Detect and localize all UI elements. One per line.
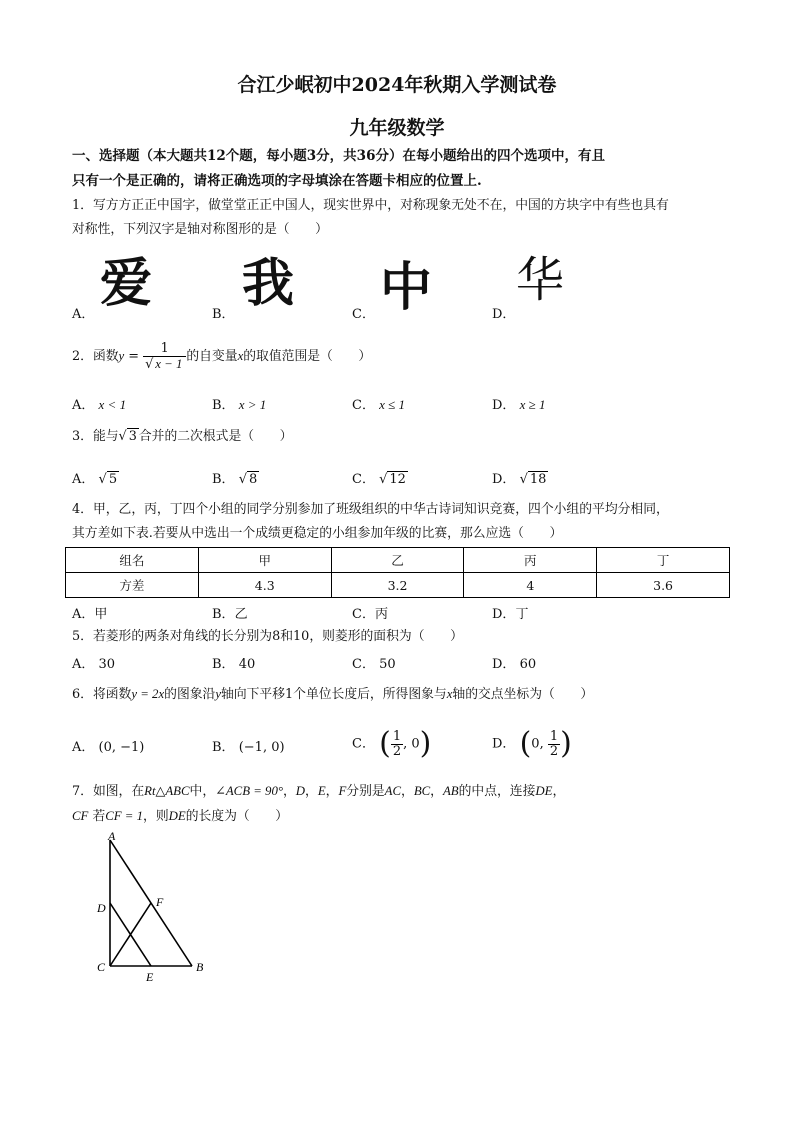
section-instructions-line1: 一、选择题（本大题共12个题，每小题3分，共36分）在每小题给出的四个选项中，有且 bbox=[72, 148, 605, 164]
q7-t12: ，则 bbox=[143, 809, 169, 824]
q4-option-d bbox=[492, 603, 528, 622]
q7-seg-ac: AC bbox=[384, 784, 402, 798]
q6-prefix: 6．将函数 bbox=[72, 687, 132, 702]
q3-option-b-radicand: 8 bbox=[248, 472, 258, 487]
q2-prefix: 2．函数 bbox=[72, 349, 119, 364]
q6-option-c-num: 1 bbox=[392, 728, 402, 744]
q4-text-line1: 4．甲，乙，丙，丁四个小组的同学分别参加了班级组织的中华古诗词知识竞赛，四个小组的平均分相同， bbox=[72, 502, 669, 517]
q6-option-a-text: (0, −1) bbox=[98, 740, 145, 755]
q7-t7: ， bbox=[401, 784, 414, 799]
q2-option-b bbox=[212, 394, 266, 413]
q2-option-a-text: x < 1 bbox=[98, 397, 127, 412]
q6-option-a-letter: A． bbox=[72, 740, 95, 755]
q2-denominator: √ x − 1 bbox=[145, 356, 183, 372]
q7-text-line2 bbox=[72, 806, 288, 827]
q6-option-d bbox=[492, 722, 572, 767]
q6-option-b-text: (−1, 0) bbox=[238, 740, 285, 755]
table-cell: 方差 bbox=[66, 573, 199, 598]
table-row bbox=[66, 573, 730, 598]
q3-option-b: B． √ 8 bbox=[212, 472, 258, 487]
q2-option-a-letter: A． bbox=[72, 398, 95, 413]
q4-option-b bbox=[212, 603, 248, 622]
q7-t8: ， bbox=[430, 784, 443, 799]
q1-option-c-char: 中 bbox=[380, 258, 433, 318]
q2-option-c bbox=[352, 394, 405, 413]
q2-option-d-letter: D． bbox=[492, 398, 516, 413]
q5-option-b-letter: B． bbox=[212, 657, 235, 672]
q7-cf-eq: CF = 1 bbox=[105, 809, 144, 823]
table-header-cell: 甲 bbox=[198, 548, 331, 573]
q7-t5: ， bbox=[325, 784, 339, 799]
q2-option-c-text: x ≤ 1 bbox=[379, 397, 405, 412]
table-cell: 3.2 bbox=[331, 573, 464, 598]
q6-option-c-fraction bbox=[391, 730, 403, 759]
q7-t10: ， bbox=[552, 784, 566, 799]
q5-option-b-text: 40 bbox=[238, 657, 256, 672]
q6-option-c-lparen: ( bbox=[379, 726, 391, 761]
q7-point-f: F bbox=[338, 784, 347, 798]
q3-text: 3．能与√ 3 合并的二次根式是（ ） bbox=[72, 429, 293, 444]
q7-angle: ∠ACB = 90° bbox=[215, 784, 283, 798]
q2-option-a bbox=[72, 394, 126, 413]
q2-option-d-text: x ≥ 1 bbox=[519, 397, 546, 412]
q2-suffix-a: 的自变量 bbox=[186, 349, 238, 364]
q7-text-line1 bbox=[72, 781, 565, 802]
q6-option-d-lparen: ( bbox=[519, 726, 532, 761]
q6-option-c-den: 2 bbox=[392, 743, 402, 759]
q6-function: y = 2x bbox=[131, 687, 165, 701]
q7-seg-de-2: DE bbox=[168, 809, 186, 823]
q7-seg-bc: BC bbox=[413, 784, 431, 798]
table-row bbox=[66, 548, 730, 573]
q2-option-b-text: x > 1 bbox=[238, 397, 267, 412]
q3-radicand: 3 bbox=[128, 429, 137, 444]
q2-var-x: x bbox=[237, 349, 244, 363]
q6-text bbox=[72, 684, 593, 705]
exam-subtitle: 九年级数学 bbox=[349, 117, 445, 139]
q4-option-c-text: 丙 bbox=[374, 607, 388, 622]
q2-text bbox=[72, 338, 371, 375]
q1-text-line1: 1．写方方正正中国字，做堂堂正正中国人，现实世界中，对称现象无处不在，中国的方块字中有些也具有 bbox=[72, 198, 669, 213]
q3-suffix: 合并的二次根式是（ ） bbox=[138, 429, 293, 444]
q4-option-b-letter: B． bbox=[212, 607, 235, 622]
q1-option-d-letter: D． bbox=[492, 307, 516, 322]
q1-option-b-char: 我 bbox=[242, 254, 295, 314]
q4-option-c bbox=[352, 603, 388, 622]
q7-seg-cf: CF bbox=[72, 809, 89, 823]
q6-option-d-letter: D． bbox=[492, 736, 516, 752]
q7-point-e: E bbox=[317, 784, 326, 798]
q1-option-d-char: 华 bbox=[516, 252, 565, 308]
q3-option-d-radicand: 18 bbox=[529, 472, 547, 487]
section-instructions-line2: 只有一个是正确的，请将正确选项的字母填涂在答题卡相应的位置上. bbox=[72, 173, 482, 189]
q5-option-a bbox=[72, 653, 115, 672]
q6-option-d-fraction bbox=[548, 730, 560, 759]
q6-mid-b: 轴向下平移1个单位长度后，所得图象与 bbox=[221, 687, 447, 702]
label-d: D bbox=[97, 901, 106, 915]
q6-option-d-num: 1 bbox=[549, 728, 559, 744]
exam-title: 合江少岷初中2024年秋期入学测试卷 bbox=[237, 74, 557, 96]
q7-seg-ab: AB bbox=[442, 784, 459, 798]
table-cell: 3.6 bbox=[597, 573, 730, 598]
q2-numerator: 1 bbox=[143, 342, 186, 357]
q2-option-d bbox=[492, 394, 545, 413]
q7-t3: ， bbox=[282, 784, 296, 799]
q7-seg-de: DE bbox=[535, 784, 553, 798]
q7-triangle-figure bbox=[88, 830, 218, 990]
q6-option-b-letter: B． bbox=[212, 740, 235, 755]
q3-option-d: D． √ 18 bbox=[492, 472, 547, 487]
q1-option-a-letter: A． bbox=[72, 307, 95, 322]
q7-t6: 分别是 bbox=[346, 784, 385, 799]
q7-point-d: D bbox=[295, 784, 306, 798]
q6-option-d-head: 0, bbox=[531, 736, 548, 752]
q5-text: 5．若菱形的两条对角线的长分别为8和10，则菱形的面积为（ ） bbox=[72, 629, 463, 644]
q3-prefix: 3．能与 bbox=[72, 429, 119, 444]
q3-option-c: C． √ 12 bbox=[352, 472, 406, 487]
q6-option-c bbox=[352, 722, 431, 767]
q6-option-c-rparen: ) bbox=[419, 726, 432, 761]
q7-t9: 的中点，连接 bbox=[458, 784, 536, 799]
q6-option-a bbox=[72, 736, 144, 755]
q5-option-c-text: 50 bbox=[379, 657, 396, 672]
q6-var-x: x bbox=[446, 687, 453, 701]
q6-option-d-den: 2 bbox=[549, 743, 559, 759]
table-header-cell: 组名 bbox=[66, 548, 199, 573]
q7-t11: 若 bbox=[92, 809, 106, 824]
q6-var-y: y bbox=[215, 687, 222, 701]
q7-t4: ， bbox=[305, 784, 318, 799]
q6-option-d-rparen: ) bbox=[560, 726, 572, 761]
label-f: F bbox=[156, 895, 164, 909]
table-header-cell: 丙 bbox=[464, 548, 597, 573]
label-a: A bbox=[108, 830, 116, 843]
q4-option-a bbox=[72, 603, 107, 622]
q3-option-a: A． √ 5 bbox=[72, 472, 118, 487]
q7-t1: 7．如图，在 bbox=[72, 784, 145, 799]
q7-triangle: Rt△ABC bbox=[144, 784, 190, 798]
q2-option-b-letter: B． bbox=[212, 398, 235, 413]
q5-option-a-text: 30 bbox=[98, 657, 116, 672]
label-c: C bbox=[97, 960, 106, 974]
q2-var-y: y bbox=[118, 349, 125, 363]
q4-option-d-letter: D． bbox=[492, 607, 516, 622]
q6-suffix: 轴的交点坐标为（ ） bbox=[452, 687, 594, 702]
q4-option-a-letter: A． bbox=[72, 607, 95, 622]
q1-text-line2: 对称性，下列汉字是轴对称图形的是（ ） bbox=[72, 222, 328, 237]
q6-mid-a: 的图象沿 bbox=[164, 687, 216, 702]
q7-t2: 中， bbox=[189, 784, 216, 799]
q5-option-d bbox=[492, 653, 536, 672]
q3-option-a-radicand: 5 bbox=[108, 472, 118, 487]
q7-t13: 的长度为（ ） bbox=[185, 809, 289, 824]
q1-option-c-letter: C． bbox=[352, 307, 375, 322]
q4-option-b-text: 乙 bbox=[234, 607, 248, 622]
table-header-cell: 丁 bbox=[597, 548, 730, 573]
q4-option-a-text: 甲 bbox=[94, 607, 108, 622]
q5-option-d-letter: D． bbox=[492, 657, 516, 672]
q6-option-c-tail: , 0 bbox=[403, 736, 420, 752]
q5-option-b bbox=[212, 653, 255, 672]
q3-option-c-letter: C． bbox=[352, 472, 375, 487]
q4-option-d-text: 丁 bbox=[515, 607, 529, 622]
q3-option-d-letter: D． bbox=[492, 472, 516, 487]
q2-fraction bbox=[143, 342, 186, 372]
q3-option-b-letter: B． bbox=[212, 472, 235, 487]
q5-option-a-letter: A． bbox=[72, 657, 95, 672]
q2-radicand: x − 1 bbox=[155, 356, 183, 371]
table-cell: 4.3 bbox=[198, 573, 331, 598]
table-header-cell: 乙 bbox=[331, 548, 464, 573]
q4-variance-table bbox=[65, 547, 730, 598]
q5-option-c bbox=[352, 653, 396, 672]
q6-option-b bbox=[212, 736, 285, 755]
table-cell: 4 bbox=[464, 573, 597, 598]
q5-option-d-text: 60 bbox=[519, 657, 537, 672]
label-b: B bbox=[196, 960, 204, 974]
label-e: E bbox=[146, 970, 154, 984]
q3-option-a-letter: A． bbox=[72, 472, 95, 487]
q4-option-c-letter: C． bbox=[352, 607, 375, 622]
q1-option-b-letter: B． bbox=[212, 307, 235, 322]
q2-suffix-b: 的取值范围是（ ） bbox=[243, 349, 372, 364]
q3-option-c-radicand: 12 bbox=[389, 472, 406, 487]
q5-option-c-letter: C． bbox=[352, 657, 375, 672]
q6-option-c-letter: C． bbox=[352, 736, 375, 752]
q2-equals: = bbox=[124, 349, 144, 364]
q1-option-a-char: 爱 bbox=[100, 254, 153, 314]
q4-text-line2: 其方差如下表.若要从中选出一个成绩更稳定的小组参加年级的比赛，那么应选（ ） bbox=[72, 526, 563, 541]
q2-option-c-letter: C． bbox=[352, 398, 375, 413]
